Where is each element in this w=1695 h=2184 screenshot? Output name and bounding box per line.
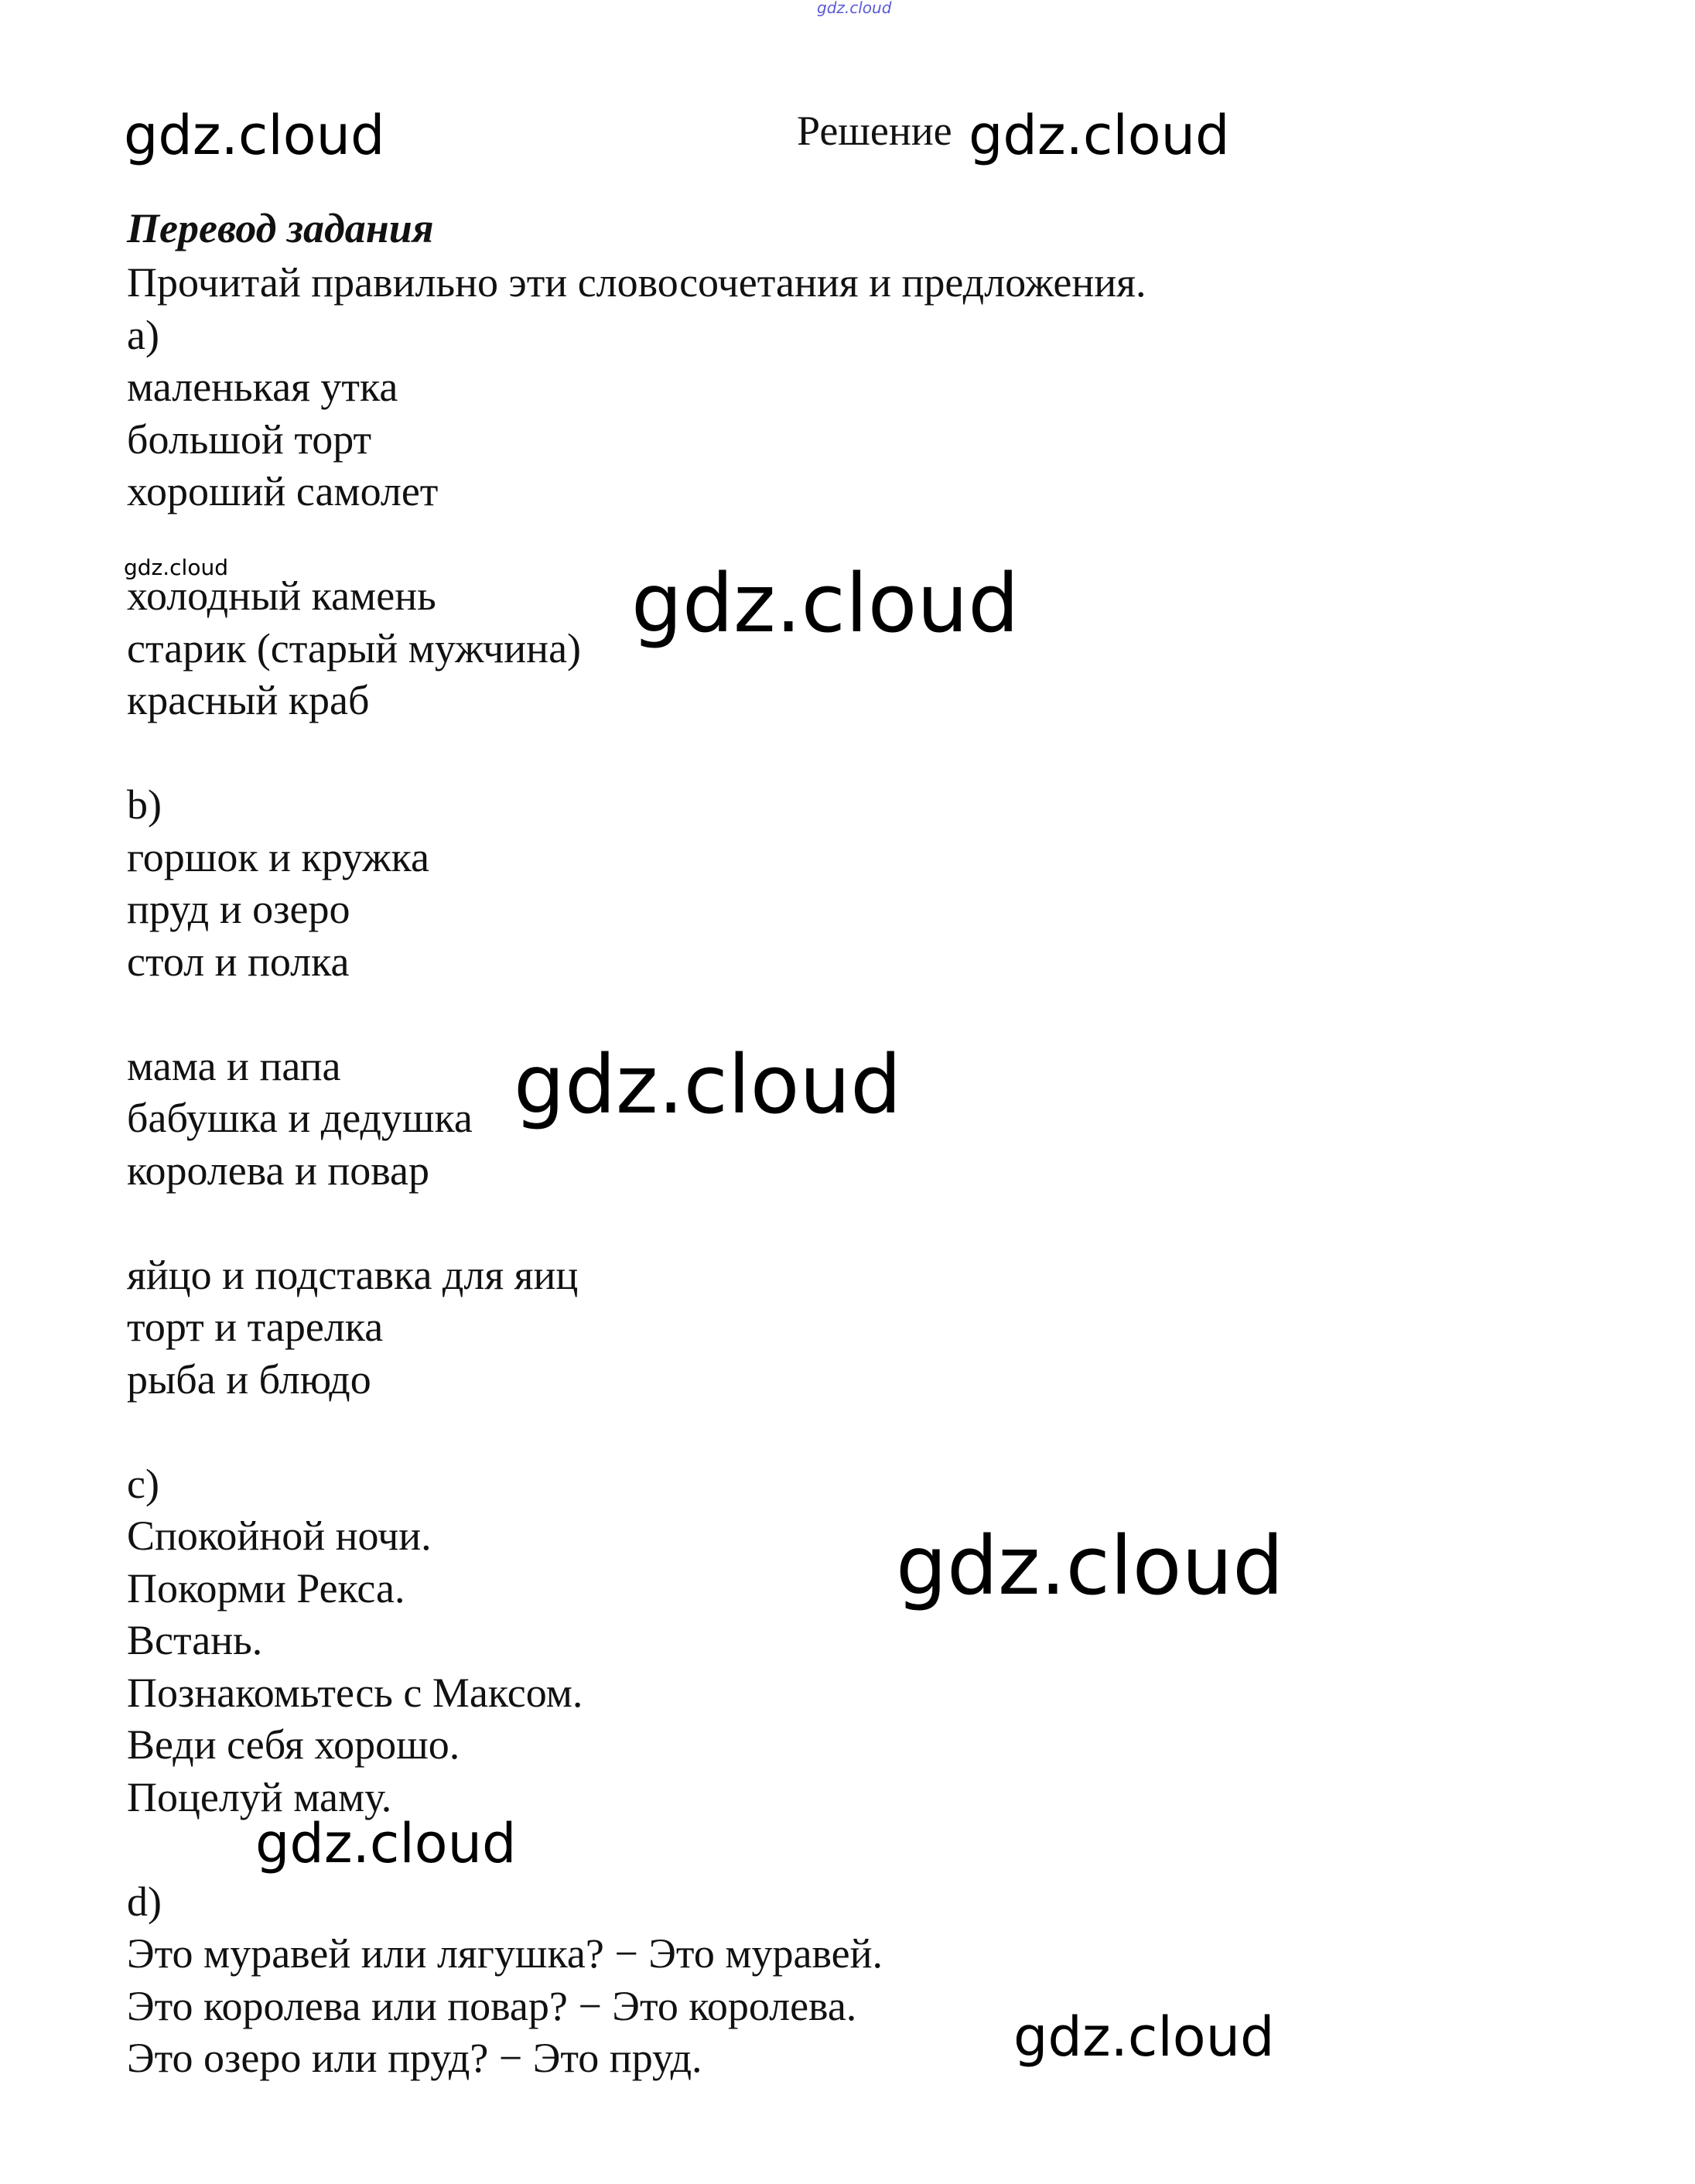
document-body <box>127 257 1597 2085</box>
list-item: стол и полка <box>127 938 350 985</box>
watermark-medium-2: gdz.cloud <box>1013 2005 1275 2069</box>
list-item: красный краб <box>127 677 370 723</box>
solution-heading: Решение <box>797 108 952 154</box>
watermark-large-1: gdz.cloud <box>631 556 1020 651</box>
list-item: Встань. <box>127 1617 263 1663</box>
watermark-top: gdz.cloud <box>817 0 892 17</box>
list-item: старик (старый мужчина) <box>127 624 582 672</box>
instruction-text: Прочитай правильно эти словосочетания и предложения. <box>127 259 1147 306</box>
list-item: хороший самолет <box>127 468 439 514</box>
list-item: рыба и блюдо <box>127 1355 371 1403</box>
list-item: Веди себя хорошо. <box>127 1721 460 1768</box>
list-item: торт и тарелка <box>127 1304 384 1350</box>
list-item: Поцелуй маму. <box>127 1773 392 1820</box>
watermark-header-left: gdz.cloud <box>124 104 385 167</box>
list-item: пруд и озеро <box>127 886 350 932</box>
list-item: маленькая утка <box>127 364 398 410</box>
list-item: Это королева или повар? − Это королева. <box>127 1982 857 2029</box>
section-d-label: d) <box>127 1878 162 1925</box>
watermark-small: gdz.cloud <box>124 555 228 580</box>
list-item: королева и повар <box>127 1147 429 1194</box>
list-item: яйцо и подставка для яиц <box>127 1251 579 1298</box>
watermark-large-2: gdz.cloud <box>514 1037 902 1132</box>
list-item: Познакомьтесь с Максом. <box>127 1669 583 1716</box>
watermark-medium-1: gdz.cloud <box>255 1812 517 1875</box>
list-item: Покорми Рекса. <box>127 1564 405 1612</box>
watermark-large-3: gdz.cloud <box>896 1519 1284 1613</box>
section-b-label: b) <box>127 781 162 828</box>
watermark-header-right: gdz.cloud <box>969 104 1230 167</box>
list-item: бабушка и дедушка <box>127 1095 473 1141</box>
list-item: холодный камень <box>127 572 436 619</box>
task-translation-title: Перевод задания <box>127 205 434 251</box>
list-item: мама и папа <box>127 1042 341 1089</box>
list-item: Это муравей или лягушка? − Это муравей. <box>127 1930 883 1977</box>
list-item: Спокойной ночи. <box>127 1512 432 1559</box>
list-item: большой торт <box>127 415 372 463</box>
list-item: горшок и кружка <box>127 833 430 880</box>
list-item: Это озеро или пруд? − Это пруд. <box>127 2035 702 2081</box>
section-c-label: c) <box>127 1460 159 1507</box>
section-a-label: a) <box>127 311 159 358</box>
